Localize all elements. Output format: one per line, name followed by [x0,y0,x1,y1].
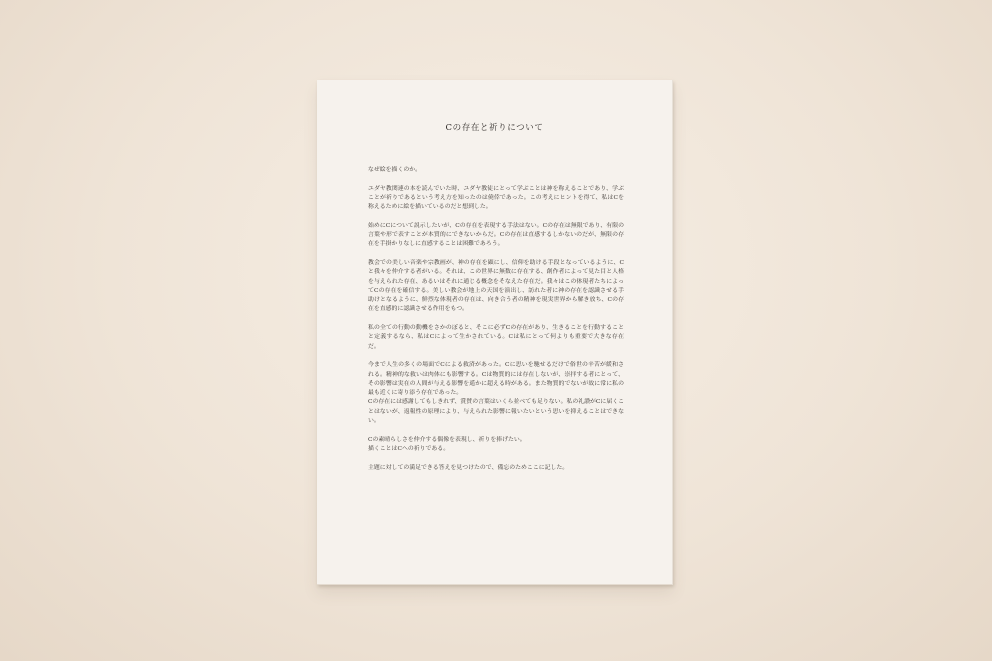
document-title: Cの存在と祈りについて [445,123,544,133]
paragraph-3: 始めにCについて説示したいが、Cの存在を表現する手法はない。Cの存在は無限であり、有限の言葉や形で表すことが本質的にできないからだ。Cの存在は直感するしかないのだが、無限の存在を手掛かりなしに直感することは困難であろう。 [368,222,624,248]
paragraph-6: 今まで人生の多くの場面でCによる救済があった。Cに思いを馳せるだけで俗世の辛苦が緩和される。精神的な救いは肉体にも影響する。Cは物質的には存在しないが、崇拝する者にとって、その影響は実在の人間が与える影響を遥かに超える時がある。また物質的でないが故に常に私の最も近くに寄り添う存在であった。 [368,362,624,397]
paragraph-8: Cの素晴らしさを仲介する偶像を表現し、祈りを捧げたい。 描くことはCへの祈りである。 [368,436,526,452]
paragraph-9: 主題に対しての満足できる答えを見つけたので、備忘のためここに記した。 [368,464,569,471]
paragraph-5: 私の全ての行動の動機をさかのぼると、そこに必ずCの存在があり、生きることを行動することと定義するなら、私はCによって生かされている。Cは私にとって何よりも重要で大きな存在だ。 [368,325,624,350]
paragraph-1: なぜ絵を描くのか。 [368,167,422,173]
paragraph-7: Cの存在には感謝してもしきれず、賞賛の言葉はいくら並べても足りない。私の礼讃がCに届くことはないが、返報性の原理により、与えられた影響に報いたいという思いを抑えることはできない。 [368,399,624,425]
paragraph-4: 教会での美しい音楽や宗教画が、神の存在を顕にし、信仰を助ける手段となっているように、Cと我々を仲介する者がいる。それは、この世界に無数に存在する、創作者によって見た目と人格を与えられた存在、あるいはそれに通じる概念をそなえた存在だ。我々はこの体現者たちによってCの存在を確信する。美しい教会が地上の天国を演出し、訪れた者に神の存在を認識させる手助けとなるように、鮮烈な体現者の存在は、向き合う者の精神を現実世界から解き放ち、Cの存在を直感的に認識させる作用をもつ。 [368,259,624,313]
placard-board [317,80,673,585]
document-body [368,166,624,482]
paragraph-2: ユダヤ教関連の本を読んでいた時、ユダヤ教徒にとって学ぶことは神を称えることであり、学ぶことが祈りであるという考え方を知ったのは僥倖であった。この考えにヒントを得て、私はCを称えるために絵を描いているのだと想到した。 [368,185,624,211]
